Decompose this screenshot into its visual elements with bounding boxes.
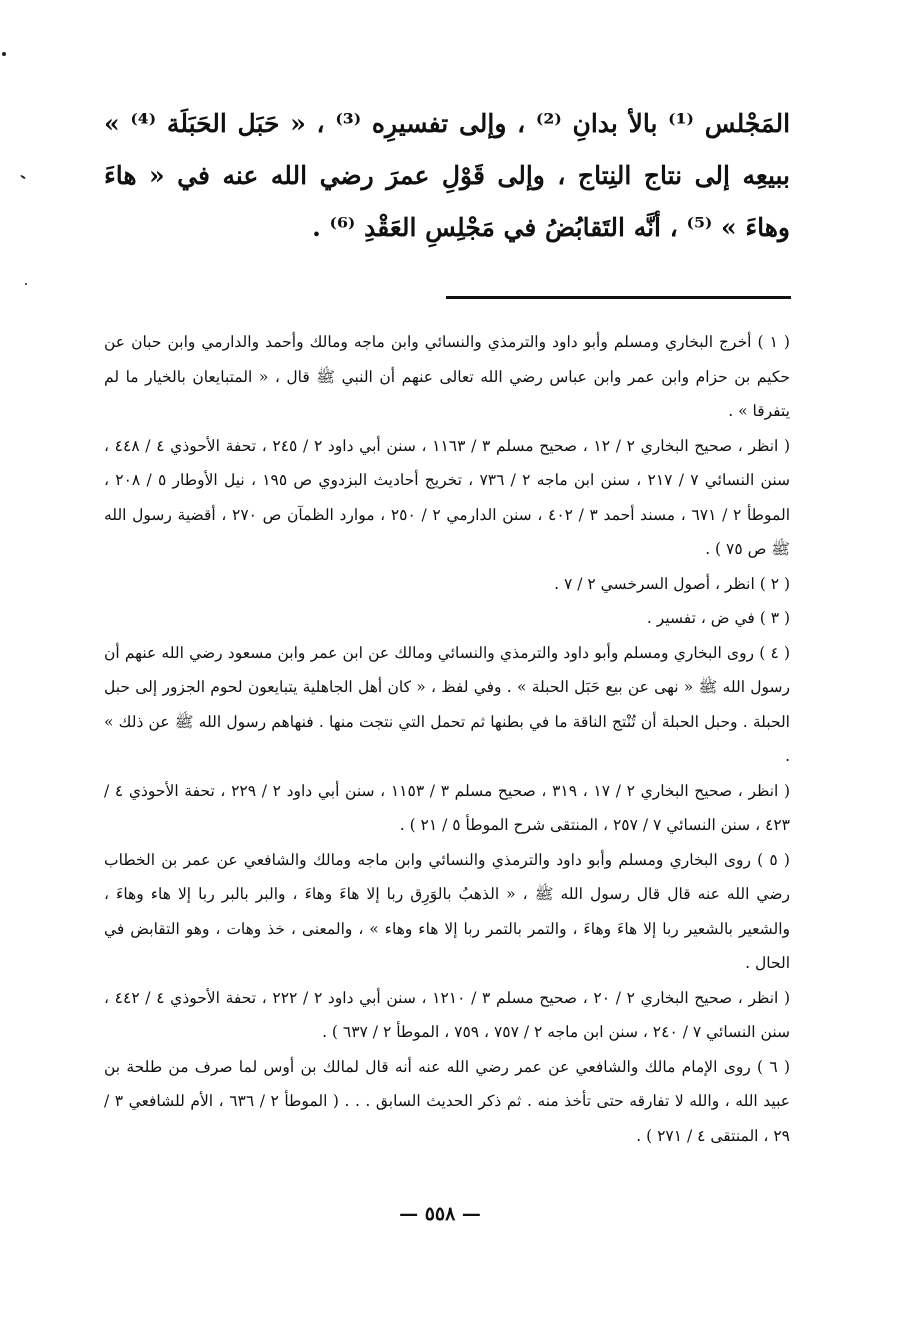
footnote-separator bbox=[446, 296, 791, 299]
footnote-4-references: ( انظر ، صحيح البخاري ٢ / ١٧ ، ٣١٩ ، صحيح مسلم ٣ / ١١٥٣ ، سنن أبي داود ٢ / ٢٢٩ ، تحفة الأحوذي ٤ / ٤٢٣ ، سنن النسائي ٧ / ٢٥٧ ، المنتقى شرح الموطأ ٥ / ٢١ ) . bbox=[104, 781, 791, 834]
scan-speck bbox=[20, 174, 26, 179]
page-number: — ٥٥٨ — bbox=[399, 1203, 481, 1225]
footnote-3: ( ٣ ) في ض ، تفسير . bbox=[646, 609, 790, 627]
scan-speck bbox=[25, 283, 27, 285]
footnote-5-references: ( انظر ، صحيح البخاري ٢ / ٢٠ ، صحيح مسلم ٣ / ١٢١٠ ، سنن أبي داود ٢ / ٢٢٢ ، تحفة الأحوذي ٤ / ٤٤٢ ، سنن النسائي ٧ / ٢٤٠ ، سنن ابن ماجه ٢ / ٧٥٧ ، ٧٥٩ ، الموطأ ٢ / ٦٣٧ ) . bbox=[104, 988, 791, 1041]
footnote-5: ( ٥ ) روى البخاري ومسلم وأبو داود والترمذي والنسائي وابن ماجه ومالك والشافعي عن عمر بن الخطاب رضي الله عنه قال قال رسول الله ﷺ ، « الذهبُ بالوَرِق ربا إلا هاءَ وهاءَ ، والبر بالبر ربا إلا هاء وهاءَ ، والشعير بالشعير ربا إلا هاءَ وهاءَ ، والتمر بالتمر ربا إلا هاء وهاء » ، والمعنى ، خذ وهات ، وهو التقابض في الحال . bbox=[104, 850, 790, 972]
footnote-4: ( ٤ ) روى البخاري ومسلم وأبو داود والترمذي والنسائي ومالك عن ابن عمر وابن مسعود رضي الله عنهم أن رسول الله ﷺ « نهى عن بيع حَبَل الحبلة » . وفي لفظ ، « كان أهل الجاهلية يتبايعون لحوم الجزور إلى حبل الحبلة . وحبل الحبلة أن تُنْتج الناقة ما في بطنها ثم تحمل التي نتجت منها . فنهاهم رسول الله ﷺ عن ذلك » . bbox=[104, 643, 790, 765]
footnote-1: ( ١ ) أخرج البخاري ومسلم وأبو داود والترمذي والنسائي وابن ماجه ومالك وأحمد والدارمي وابن حبان عن حكيم بن حزام وابن عمر وابن عباس رضي الله تعالى عنهم أن النبي ﷺ قال ، « المتبايعان بالخيار ما لم يتفرقا » . bbox=[104, 333, 790, 420]
footnote-1-references: ( انظر ، صحيح البخاري ٢ / ١٢ ، صحيح مسلم ٣ / ١١٦٣ ، سنن أبي داود ٢ / ٢٤٥ ، تحفة الأحوذي ٤ / ٤٤٨ ، سنن النسائي ٧ / ٢١٧ ، سنن ابن ماجه ٢ / ٧٣٦ ، تخريج أحاديث البزدوي ص ١٩٥ ، نيل الأوطار ٥ / ٢٠٨ ، الموطأ ٢ / ٦٧١ ، مسند أحمد ٣ / ٤٠٢ ، سنن الدارمي ٢ / ٢٥٠ ، موارد الظمآن ص ٢٧٠ ، أقضية رسول الله ﷺ ص ٧٥ ) . bbox=[104, 436, 791, 558]
main-text bbox=[104, 98, 790, 254]
footnote-2: ( ٢ ) انظر ، أصول السرخسي ٢ / ٧ . bbox=[554, 574, 790, 593]
footnote-6: ( ٦ ) روى الإمام مالك والشافعي عن عمر رضي الله عنه أنه قال لمالك بن أوس لما صرف من طلحة بن عبيد الله ، والله لا تفارقه حتى تأخذ منه . ثم ذكر الحديث السابق . . . ( الموطأ ٢ / ٦٣٦ ، الأم للشافعي ٣ / ٢٩ ، المنتقى ٤ / ٢٧١ ) . bbox=[104, 1057, 791, 1145]
scan-speck bbox=[2, 52, 6, 56]
main-paragraph: المَجْلس ⁽¹⁾ بالأ بدانِ ⁽²⁾ ، وإلى تفسيرِه ⁽³⁾ ، « حَبَل الحَبَلَة ⁽⁴⁾ » ببيعِه إلى نتاج النِتاج ، وإلى قَوْلِ عمرَ رضي الله عنه في « هاءَ وهاءَ » ⁽⁵⁾ ، أنَّه التَقابُضُ في مَجْلِسِ العَقْدِ ⁽⁶⁾ . bbox=[104, 109, 791, 242]
footnotes bbox=[104, 325, 790, 1153]
